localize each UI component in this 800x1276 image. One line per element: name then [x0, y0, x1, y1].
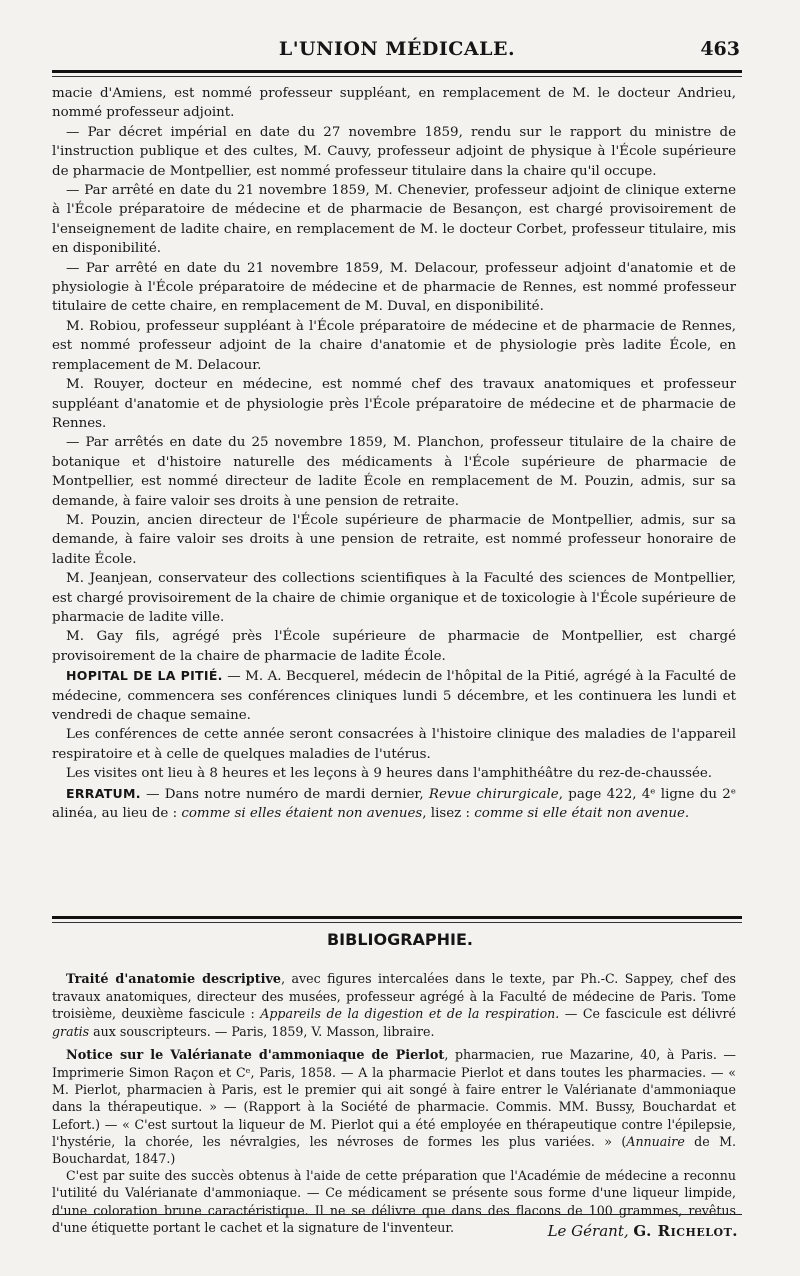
erratum-journal: Revue chirurgicale	[428, 786, 559, 802]
erratum-heading: ERRATUM.	[66, 785, 141, 801]
bibliography-entry-pierlot	[52, 1046, 736, 1167]
running-title: L'UNION MÉDICALE.	[278, 38, 516, 60]
paragraph-pouzin: M. Pouzin, ancien directeur de l'École supérieure de pharmacie de Montpellier, admis, sur sa demande, à faire valoir ses droits à une pension de retraite, est nommé professeur honoraire de ladite École.	[52, 512, 736, 567]
bibliography-rule-thick	[52, 916, 742, 919]
bibliography-heading: BIBLIOGRAPHIE.	[326, 930, 473, 949]
header-rule-thick	[52, 70, 742, 73]
erratum-wrong: comme si elles étaient non avenues	[181, 806, 423, 822]
paragraph-rouyer: M. Rouyer, docteur en médecine, est nommé chef des travaux anatomiques et professeur suppléant d'anatomie et de physiologie près l'École préparatoire de médecine et de pharmacie de Rennes.	[52, 377, 736, 431]
paragraph-visites: Les visites ont lieu à 8 heures et les leçons à 9 heures dans l'amphithéâtre du rez-de-chaussée.	[66, 766, 713, 782]
entry2-text-2: de M. Bouchardat, 1847.)	[52, 1133, 736, 1167]
paragraph-amiens: macie d'Amiens, est nommé professeur suppléant, en remplacement de M. le docteur Andrieu, nommé professeur adjoint.	[52, 86, 736, 121]
paragraph-hopital-pitie	[52, 666, 736, 725]
paragraph-delacour: — Par arrêté en date du 21 novembre 1859, M. Delacour, professeur adjoint d'anatomie et de physiologie à l'École préparatoire de médecine et de pharmacie de Rennes, est nommé professeur titulaire de cette chaire, en remplacement de M. Duval, en disponibilité.	[52, 260, 736, 315]
entry-title-traite: Traité d'anatomie descriptive	[66, 972, 282, 987]
entry-gratis: gratis	[52, 1023, 90, 1039]
entry2-annuaire: Annuaire	[626, 1133, 685, 1149]
bibliography-rule-thin	[52, 922, 742, 923]
entry-text-1: , avec figures intercalées dans le texte, par Ph.-C. Sappey, chef des travaux anatomiques, directeur des musées, professeur agrégé à la Faculté de médecine de Paris. Tome troisième, deuxième fascicule :	[52, 971, 736, 1022]
paragraph-robiou: M. Robiou, professeur suppléant à l'École préparatoire de médecine et de pharmacie de Rennes, est nommé professeur adjoint de la chaire d'anatomie et de physiologie près ladite École, en remplacement de M. Delacour.	[52, 318, 736, 373]
paragraph-gay: M. Gay fils, agrégé près l'École supérieure de pharmacie de Montpellier, est chargé provisoirement de la chaire de pharmacie de ladite École.	[52, 629, 736, 664]
entry-text-3: aux souscripteurs. — Paris, 1859, V. Masson, libraire.	[89, 1023, 435, 1039]
page-header	[54, 38, 740, 68]
entry-title-notice: Notice sur le Valérianate d'ammoniaque de Pierlot	[66, 1047, 445, 1063]
paragraph-cauvy: — Par décret impérial en date du 27 novembre 1859, rendu sur le rapport du ministre de l'instruction publique et des cultes, M. Cauvy, professeur adjoint de physique à l'École supérieure de pharmacie de Montpellier, est nommé professeur titulaire dans la chaire qu'il occupe.	[52, 124, 736, 179]
hopital-text: — M. A. Becquerel, médecin de l'hôpital de la Pitié, agrégé à la Faculté de médecine, commencera ses conférences cliniques lundi 5 décembre, et les continuera les lundi et vendredi de chaque semaine.	[52, 669, 737, 723]
paragraph-conferences: Les conférences de cette année seront consacrées à l'histoire clinique des maladies de l'appareil respiratoire et à celle de quelques maladies de l'utérus.	[52, 727, 736, 762]
signature	[548, 1222, 738, 1240]
news-column	[52, 84, 736, 823]
paragraph-erratum	[52, 784, 736, 824]
entry2-text-1: , pharmacien, rue Mazarine, 40, à Paris. — Imprimerie Simon Raçon et Cᵉ, Paris, 1858. — A la pharmacie Pierlot et dans toutes les pharmacies. — « M. Pierlot, pharmacien à Paris, est le premier qui ait songé à faire entrer le Valérianate d'ammoniaque dans la thérapeutique. » — (Rapport à la Société de pharmacie. Commis. MM. Bussy, Bouchardat et Lefort.) — « C'est surtout la liqueur de M. Pierlot qui a été employée en thérapeutique contre l'épilepsie, l'hystérie, la chorée, les névralgies, les névroses de formes les plus variées. » (	[52, 1046, 737, 1149]
entry-text-2: — Ce fascicule est délivré	[559, 1006, 736, 1022]
paragraph-chenevier: — Par arrêté en date du 21 novembre 1859, M. Chenevier, professeur adjoint de clinique externe à l'École préparatoire de médecine et de pharmacie de Besançon, est chargé provisoirement de l'enseignement de ladite chaire, en remplacement de M. le docteur Corbet, professeur titulaire, mis en disponibilité.	[52, 183, 736, 257]
page-number: 463	[700, 38, 740, 60]
bibliography-entry-pierlot-cont: C'est par suite des succès obtenus à l'aide de cette préparation que l'Académie de médecine a reconnu l'utilité du Valérianate d'ammoniaque. — Ce médicament se présente sous forme d'une liqueur limpide, d'une coloration brune caractéristique. Il ne se délivre que dans des flacons de 100 grammes, revêtus d'une étiquette portant le cachet et la signature de l'inventeur.	[52, 1168, 736, 1235]
bibliography-entry-sappey	[52, 970, 736, 1040]
header-rule-thin	[52, 76, 742, 77]
bibliography-section	[52, 970, 736, 1242]
hopital-heading: HOPITAL DE LA PITIÉ.	[66, 668, 223, 684]
paragraph-jeanjean: M. Jeanjean, conservateur des collections scientifiques à la Faculté des sciences de Montpellier, est chargé provisoirement de la chaire de chimie organique et de toxicologie à l'École supérieure de pharmacie de ladite ville.	[52, 571, 736, 625]
erratum-text-3: , lisez :	[422, 806, 475, 822]
signature-role: Le Gérant,	[547, 1222, 629, 1240]
signature-name: G. Richelot.	[633, 1222, 738, 1240]
entry-subject: Appareils de la digestion et de la respiration.	[260, 1006, 560, 1022]
erratum-text-2: , page 422, 4ᵉ ligne du 2ᵉ alinéa, au lieu de :	[52, 786, 736, 822]
erratum-text-1: — Dans notre numéro de mardi dernier,	[140, 786, 429, 802]
signature-rule	[52, 1214, 742, 1215]
paragraph-planchon: — Par arrêtés en date du 25 novembre 1859, M. Planchon, professeur titulaire de la chaire de botanique et d'histoire naturelle des médicaments à l'École supérieure de pharmacie de Montpellier, est nommé directeur de ladite École en remplacement de M. Pouzin, admis, sur sa demande, à faire valoir ses droits à une pension de retraite.	[52, 435, 736, 509]
erratum-right: comme si elle était non avenue.	[474, 806, 690, 822]
